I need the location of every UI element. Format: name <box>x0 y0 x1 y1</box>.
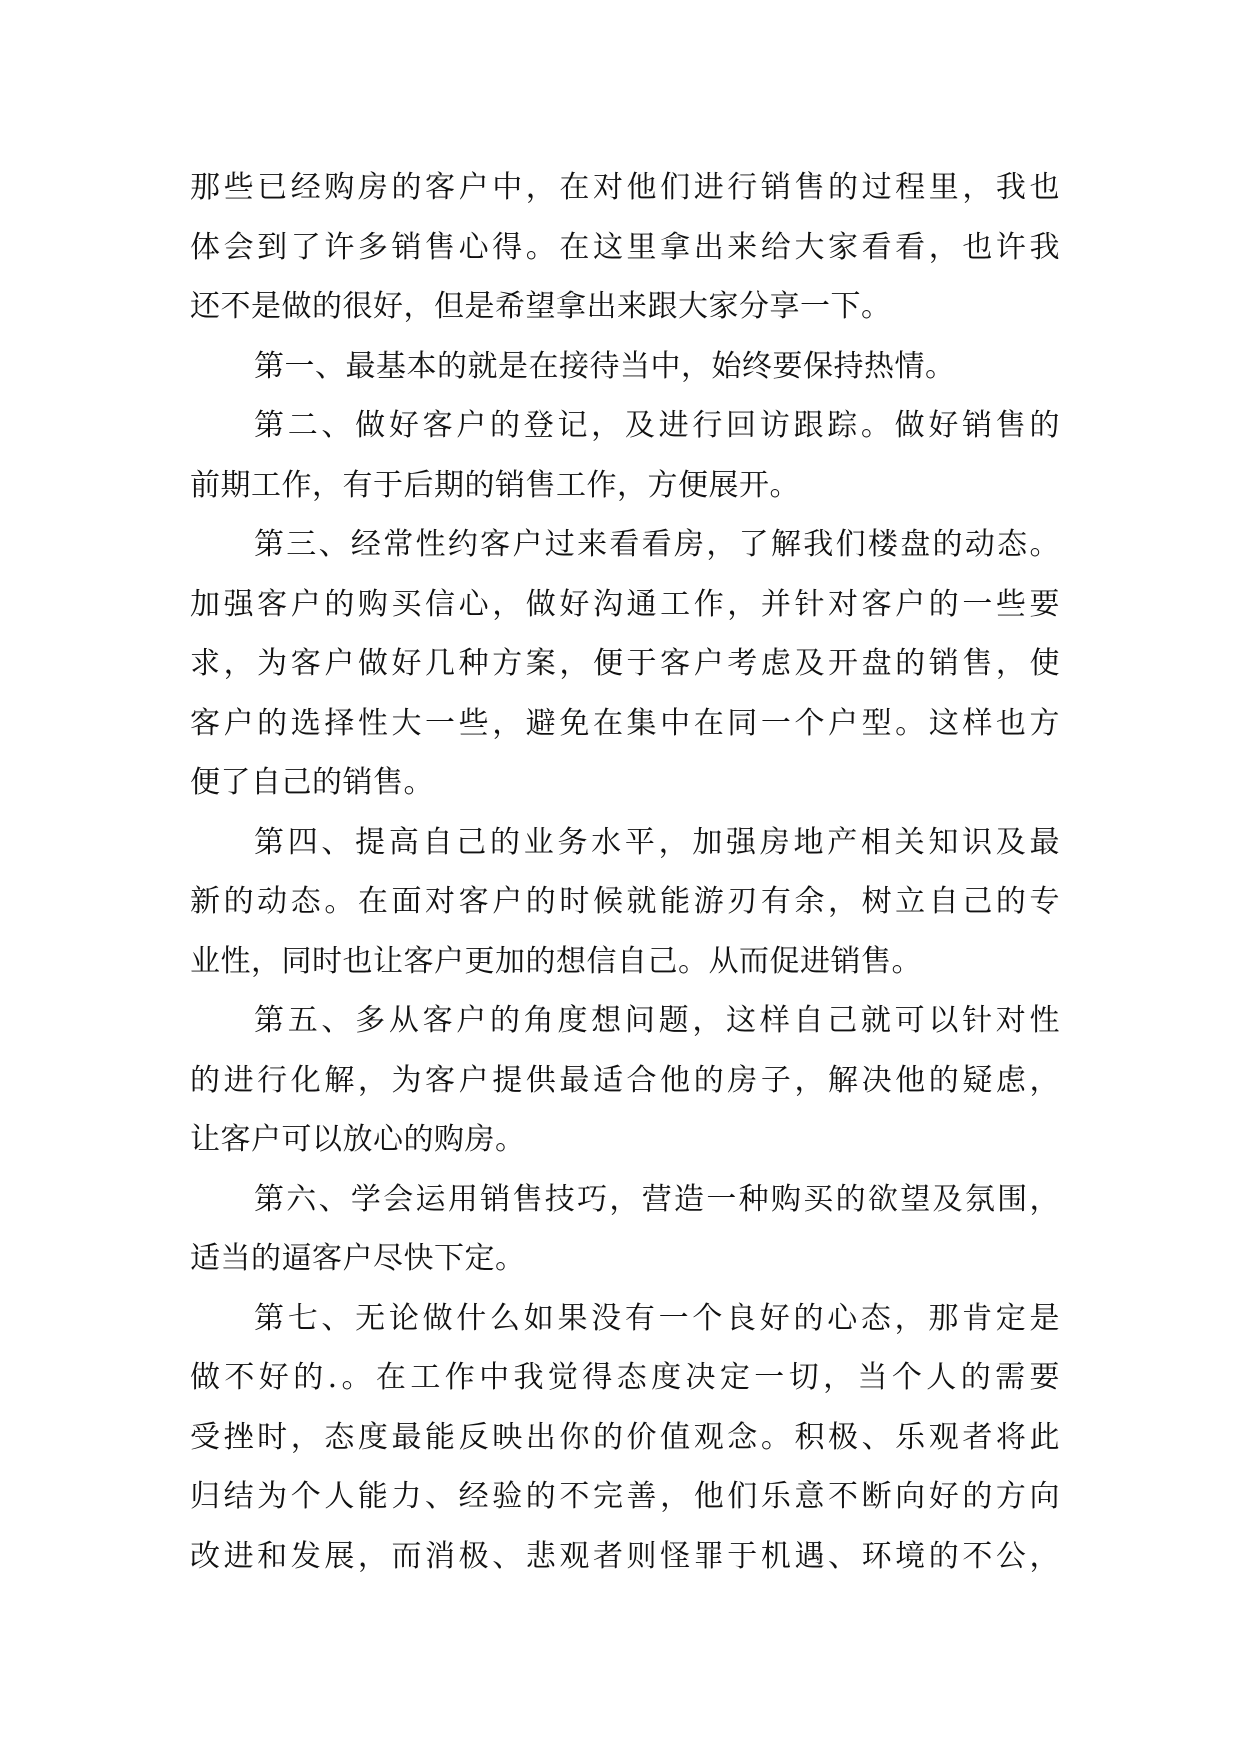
text-line: 的进行化解，为客户提供最适合他的房子，解决他的疑虑， <box>190 1062 1060 1098</box>
text-line: 适当的逼客户尽快下定。 <box>190 1241 526 1276</box>
text-line: 第五、多从客户的角度想问题，这样自己就可以针对性 <box>254 1003 1060 1038</box>
text-line: 第二、做好客户的登记，及进行回访跟踪。做好销售的 <box>254 408 1060 443</box>
text-line: 体会到了许多销售心得。在这里拿出来给大家看看，也许我 <box>190 229 1060 265</box>
text-line: 第六、学会运用销售技巧，营造一种购买的欲望及氛围， <box>254 1181 1060 1217</box>
text-line: 归结为个人能力、经验的不完善，他们乐意不断向好的方向 <box>190 1479 1060 1514</box>
text-line: 加强客户的购买信心，做好沟通工作，并针对客户的一些要 <box>190 586 1060 622</box>
text-line: 改进和发展，而消极、悲观者则怪罪于机遇、环境的不公， <box>190 1538 1060 1574</box>
text-line: 客户的选择性大一些，避免在集中在同一个户型。这样也方 <box>190 705 1060 741</box>
text-line: 做不好的.。在工作中我觉得态度决定一切，当个人的需要 <box>190 1360 1060 1395</box>
text-line: 前期工作，有于后期的销售工作，方便展开。 <box>190 467 800 503</box>
text-line: 便了自己的销售。 <box>190 765 434 800</box>
document-page <box>190 158 1060 1586</box>
text-line: 第一、最基本的就是在接待当中，始终要保持热情。 <box>254 348 956 384</box>
text-line: 受挫时，态度最能反映出你的价值观念。积极、乐观者将此 <box>190 1419 1060 1455</box>
text-line: 第三、经常性约客户过来看看房，了解我们楼盘的动态。 <box>254 527 1060 562</box>
text-line: 让客户可以放心的购房。 <box>190 1122 526 1157</box>
text-line: 求，为客户做好几种方案，便于客户考虑及开盘的销售，使 <box>190 646 1060 681</box>
text-line: 第四、提高自己的业务水平，加强房地产相关知识及最 <box>254 824 1060 860</box>
text-line: 还不是做的很好，但是希望拿出来跟大家分享一下。 <box>190 289 892 324</box>
text-line: 那些已经购房的客户中，在对他们进行销售的过程里，我也 <box>190 170 1060 205</box>
text-line: 新的动态。在面对客户的时候就能游刃有余，树立自己的专 <box>190 884 1060 919</box>
text-line: 业性，同时也让客户更加的想信自己。从而促进销售。 <box>190 943 922 979</box>
text-line: 第七、无论做什么如果没有一个良好的心态，那肯定是 <box>254 1300 1060 1336</box>
